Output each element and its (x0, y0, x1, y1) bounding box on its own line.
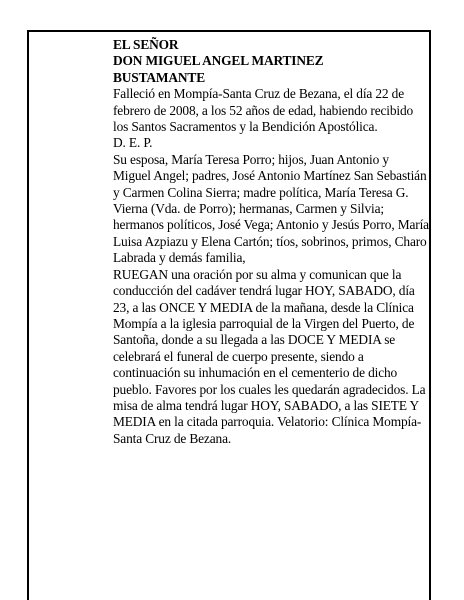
obituary-text (113, 37, 429, 447)
heading-line-2: DON MIGUEL ANGEL MARTINEZ (113, 53, 324, 69)
heading-line-3: BUSTAMANTE (113, 69, 205, 85)
dep-line: D. E. P. (113, 135, 153, 151)
death-paragraph: Falleció en Mompía-Santa Cruz de Bezana, el día 22 de febrero de 2008, a los 52 años de edad, habiendo recibido los Santos Sacramentos y la Bendición Apostólica. (113, 86, 414, 135)
heading-line-1: EL SEÑOR (113, 37, 179, 52)
ruegan-paragraph: RUEGAN una oración por su alma y comunican que la conducción del cadáver tendrá lugar HOY, SABADO, día 23, a las ONCE Y MEDIA de la mañana, desde la Clínica Mompía a la iglesia parroquial de la Virgen del Puerto, de Santoña, donde a su llegada a las DOCE Y MEDIA se celebrará el funeral de cuerpo presente, siendo a continuación su inhumación en el cementerio de dicho pueblo. Favores por los cuales les quedarán agradecidos. La misa de alma tendrá lugar HOY, SABADO, a las SIETE Y MEDIA en la citada parroquia. Velatorio: Clínica Mompía-Santa Cruz de Bezana. (113, 266, 426, 446)
family-paragraph: Su esposa, María Teresa Porro; hijos, Juan Antonio y Miguel Angel; padres, José Antonio Martínez San Sebastián y Carmen Colina Sierra; madre política, María Teresa G. Vierna (Vda. de Porro); hermanas, Carmen y Silvia; hermanos políticos, José Vega; Antonio y Jesús Porro, María Luisa Azpiazu y Elena Cartón; tíos, sobrinos, primos, Charo Labrada y demás familia, (113, 151, 429, 266)
